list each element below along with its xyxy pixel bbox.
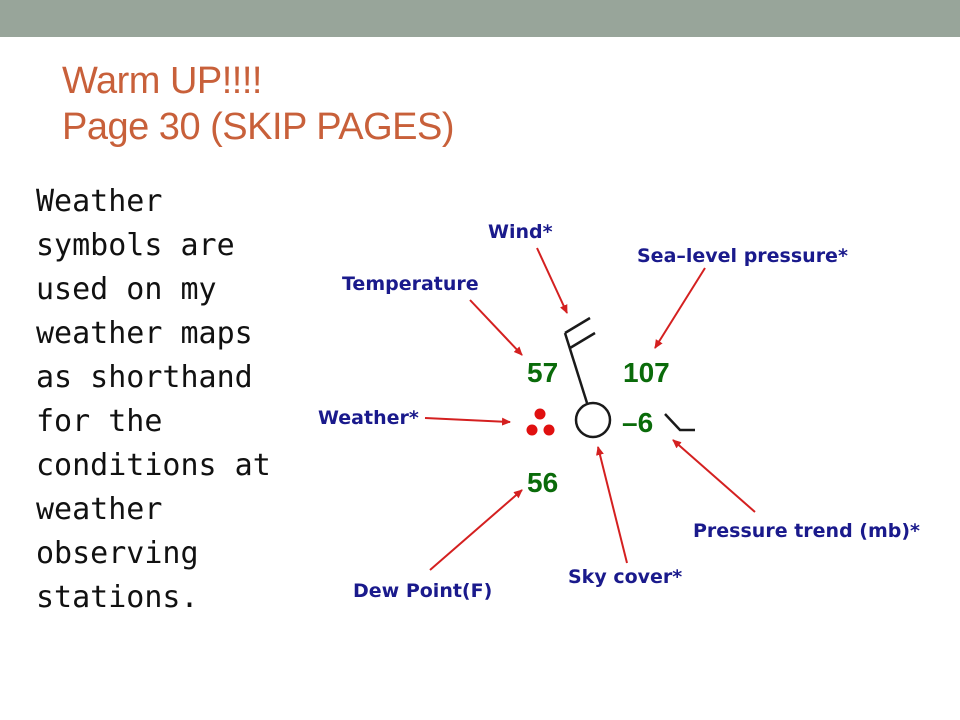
station-model-diagram <box>300 195 950 625</box>
body-line: used on my <box>36 272 217 307</box>
sky-cover-label: Sky cover* <box>568 566 683 588</box>
weather-arrow <box>425 418 510 422</box>
pressure-trend-label: Pressure trend (mb)* <box>693 520 920 542</box>
body-line: Weather <box>36 184 163 219</box>
body-line: as shorthand <box>36 360 253 395</box>
wind-label: Wind* <box>488 221 553 243</box>
body-line: stations. <box>36 580 199 615</box>
title-line-1: Warm UP!!!! <box>62 60 262 102</box>
slide-title <box>62 58 454 150</box>
dew-point-value: 56 <box>527 467 559 498</box>
temperature-arrow <box>470 300 522 355</box>
pressure-trend-arrow <box>673 440 755 512</box>
weather-label: Weather* <box>318 407 419 429</box>
wind-barb-2 <box>570 333 595 348</box>
weather-dots-icon <box>527 409 555 436</box>
body-line: symbols are <box>36 228 235 263</box>
sea-level-pressure-arrow <box>655 268 705 348</box>
dew-point-arrow <box>430 490 522 570</box>
temperature-value: 57 <box>527 357 559 388</box>
top-bar <box>0 0 960 37</box>
sea-level-pressure-value: 107 <box>623 357 670 388</box>
body-line: conditions at <box>36 448 271 483</box>
temperature-label: Temperature <box>342 273 479 295</box>
sky-cover-arrow <box>598 447 627 563</box>
pressure-trend-icon <box>665 414 695 430</box>
dew-point-label: Dew Point(F) <box>353 580 493 602</box>
body-text <box>36 180 321 620</box>
wind-arrow <box>537 248 567 313</box>
body-line: for the <box>36 404 163 439</box>
title-line-2: Page 30 (SKIP PAGES) <box>62 106 455 148</box>
body-line: weather maps <box>36 316 253 351</box>
pressure-change-value: –6 <box>622 407 654 438</box>
body-line: weather <box>36 492 163 527</box>
sea-level-pressure-label: Sea–level pressure* <box>637 245 848 267</box>
body-line: observing <box>36 536 199 571</box>
wind-barb-1 <box>565 318 590 333</box>
sky-cover-circle-icon <box>576 403 610 437</box>
